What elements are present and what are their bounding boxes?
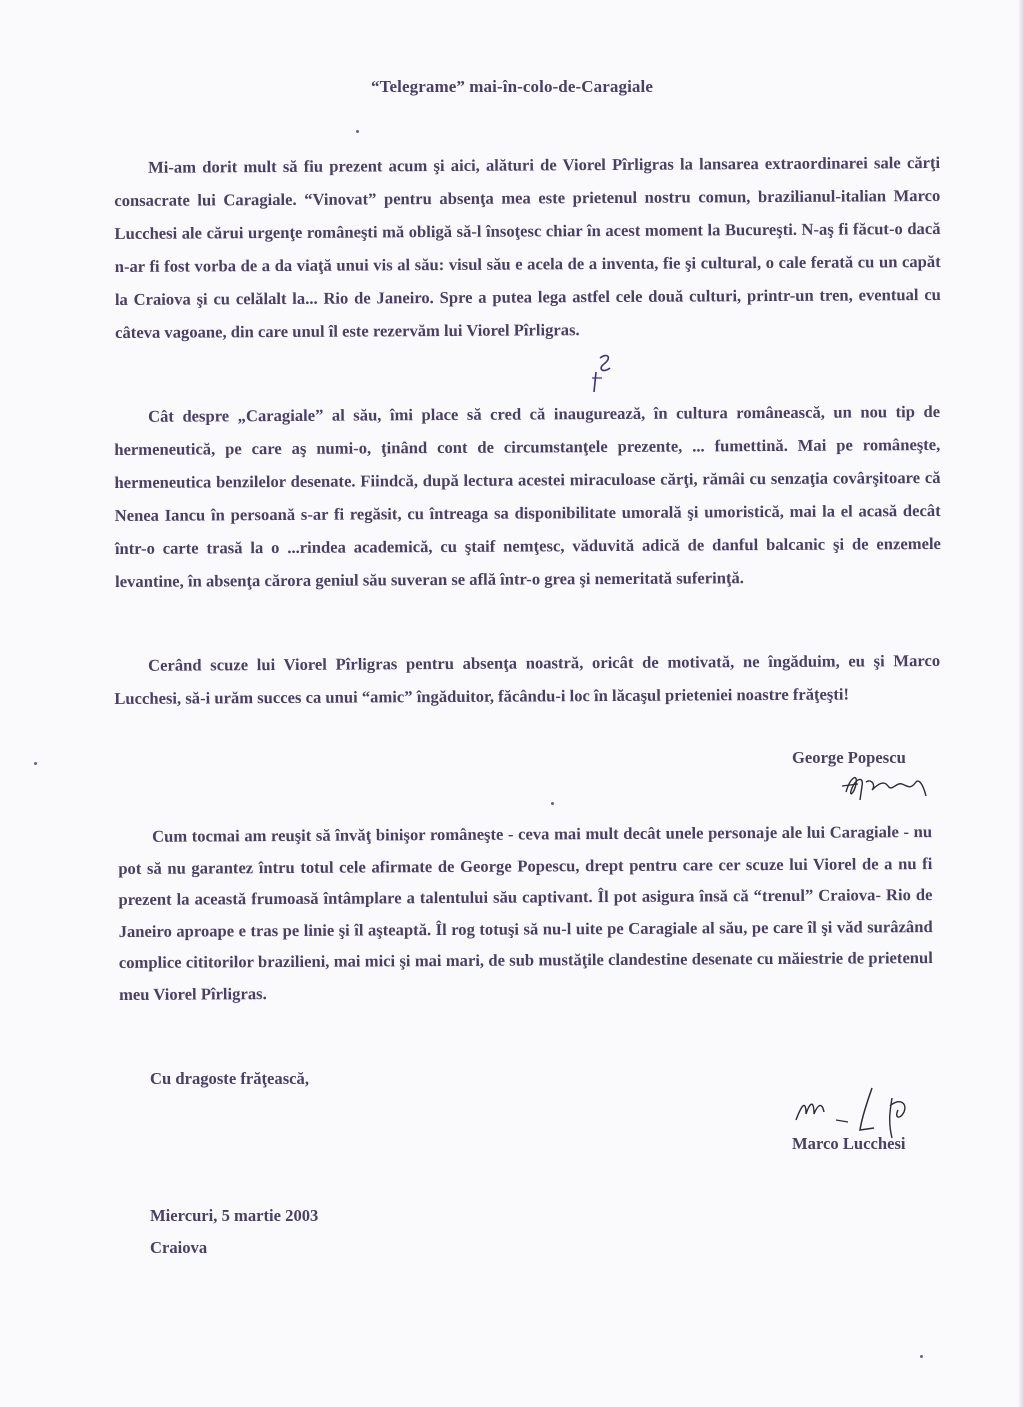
handwritten-correction-mark — [586, 348, 626, 398]
signature-name-george-popescu: George Popescu — [792, 748, 906, 767]
paragraph-2: Cât despre „Caragiale” al său, îmi place să cred că inaugurează, în cultura românească, un nou tip de hermeneutică, pe care aş numi-o, ţinând cont de circumstanţele prezente, ... fumettină. Mai pe româneşte, hermeneutica benzilelor desenate. Fiindcă, după lectura acestei miraculoase cărţi, rămâi cu senzaţia covârşitoare că Nenea Iancu în persoană s-ar fi regăsit, cu întreaga sa disponibilitate umorală şi umoristică, mai la el acasă decât într-o carte trasă la o ...rindea academică, cu ştaif nemţesc, văduvită adică de danful balcanic şi de enzemele levantine, în absenţa cărora geniul său suveran se află într-o grea şi nemeritată suferinţă. — [114, 401, 941, 591]
letter-city: Craiova — [150, 1238, 208, 1257]
signature-name-marco-lucchesi: Marco Lucchesi — [792, 1134, 906, 1153]
letter-title: “Telegrame” mai-în-colo-de-Caragiale — [371, 77, 653, 96]
paper-speck — [34, 762, 37, 765]
paper-speck — [920, 1355, 923, 1358]
paper-speck — [551, 802, 554, 805]
signature-george-popescu — [838, 764, 930, 804]
paragraph-4: Cum tocmai am reuşit să învăţ binişor româneşte - ceva mai mult decât unele personaje ale lui Caragiale - nu pot să nu garantez întru totul cele afirmate de George Popescu, drept pentru care cer scuze lui Viorel de a nu fi prezent la această frumoasă întâmplare a talentului său captivant. Îl pot asigura însă că “trenul” Craiova- Rio de Janeiro aproape e tras pe linie şi îl aşteaptă. Îl rog totuşi să nu-l uite pe Caragiale al său, pe care îl şi văd surâzând complice cititorilor brazilieni, mai mici şi mai mari, de sub mustăţile clandestine desenate cu măiestrie de prietenul meu Viorel Pîrligras. — [118, 822, 933, 1004]
paragraph-1: Mi-am dorit mult să fiu prezent acum şi aici, alături de Viorel Pîrligras la lansarea extraordinarei sale cărţi consacrate lui Caragiale. “Vinovat” pentru absenţa mea este prietenul nostru comun, brazilianul-italian Marco Lucchesi ale cărui urgenţe româneşti mă obligă să-l însoţesc chiar în acest moment la Bucureşti. N-aş fi făcut-o dacă n-ar fi fost vorba de a da viaţă unui vis al său: visul său e acela de a inventa, fie şi cultural, o cale ferată cu un capăt la Craiova şi cu celălalt la... Rio de Janeiro. Spre a putea lega astfel cele două culturi, printr-un tren, eventual cu câteva vagoane, din care unul îl este rezervăm lui Viorel Pîrligras. — [114, 152, 941, 342]
paper-edge-shadow — [1018, 0, 1024, 1407]
signature-marco-lucchesi — [792, 1080, 932, 1142]
closing-line: Cu dragoste frăţească, — [150, 1069, 309, 1088]
letter-date: Miercuri, 5 martie 2003 — [150, 1206, 319, 1225]
paragraph-3: Cerând scuze lui Viorel Pîrligras pentru absenţa noastră, oricât de motivată, ne îngăduim, eu şi Marco Lucchesi, să-i urăm succes ca unui “amic” îngăduitor, făcându-i loc în lăcaşul prieteniei noastre frăţeşti! — [114, 650, 941, 708]
paper-speck — [356, 130, 359, 133]
